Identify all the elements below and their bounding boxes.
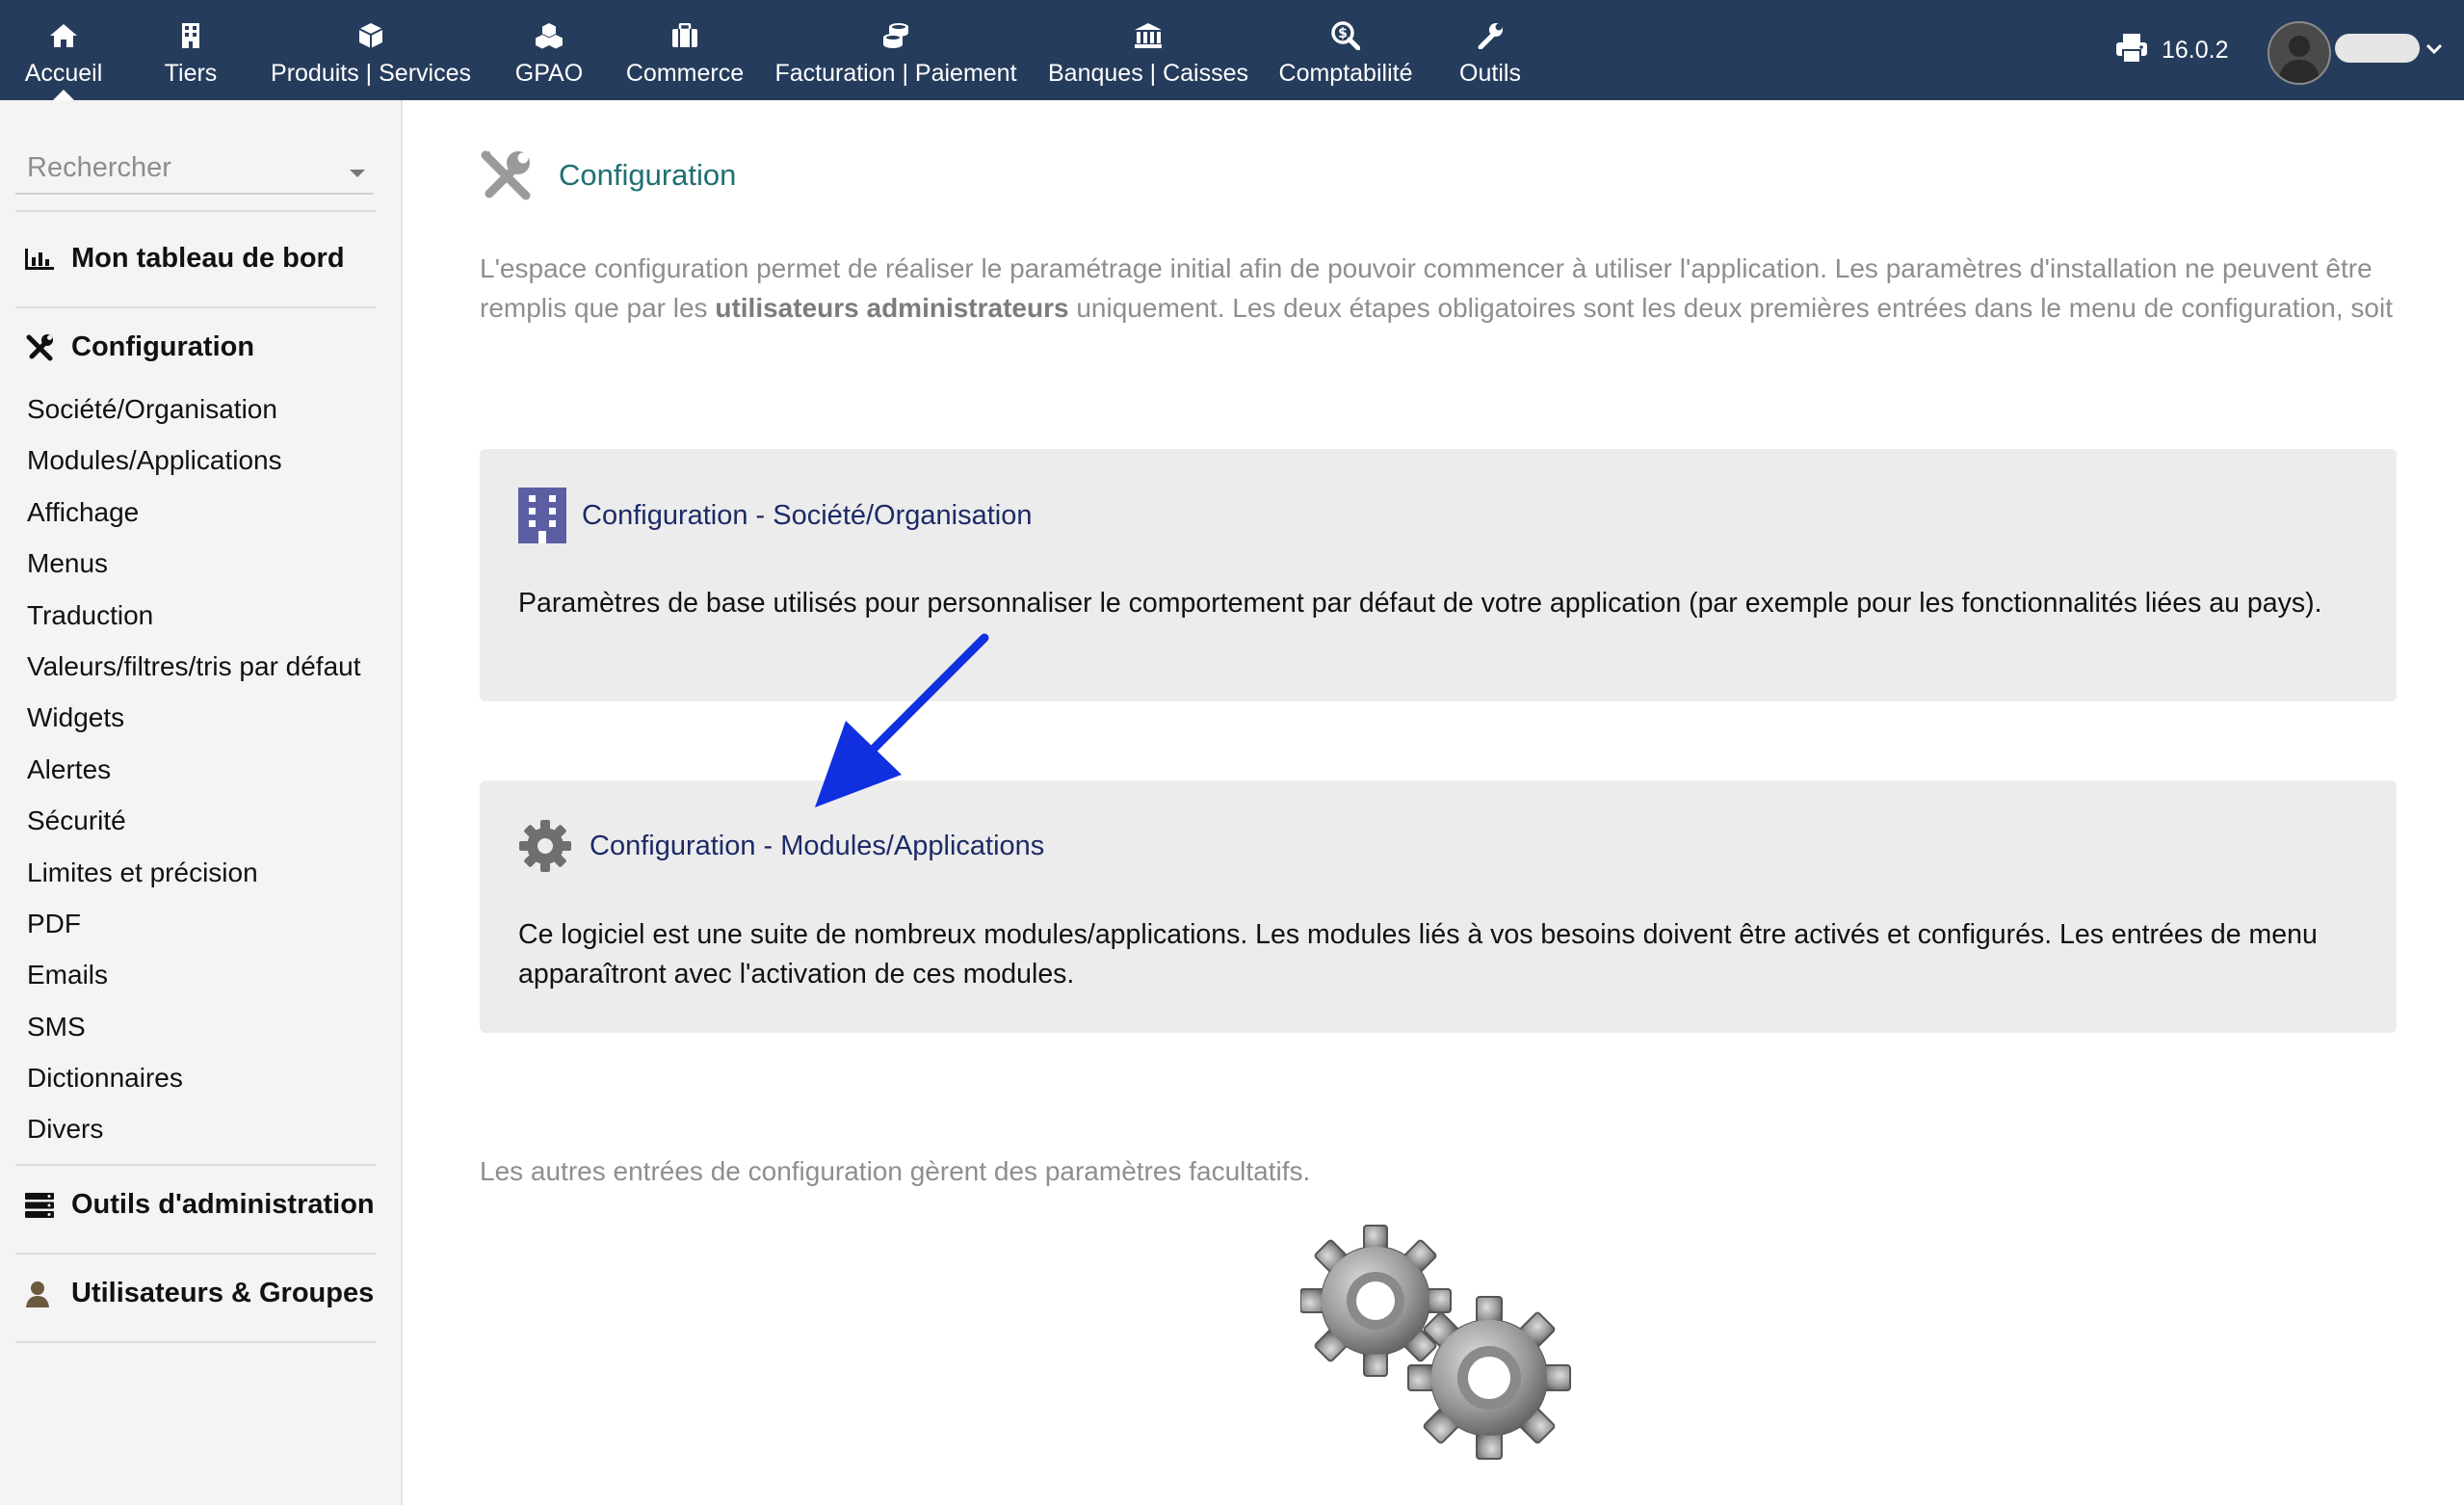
chart-bar-icon <box>25 249 56 270</box>
nav-item-gpao[interactable] <box>511 0 588 100</box>
nav-item-outils[interactable] <box>1453 0 1528 100</box>
card-title: Configuration - Société/Organisation <box>582 499 1033 531</box>
sidebar-divider <box>15 210 376 212</box>
sidebar-divider <box>15 1341 376 1343</box>
sidebar-item-menus[interactable]: Menus <box>27 548 109 579</box>
sidebar-item-users-groups[interactable] <box>25 1278 374 1309</box>
home-icon <box>49 17 78 54</box>
card-title: Configuration - Modules/Applications <box>590 830 1045 861</box>
sidebar-item-dictionnaires[interactable]: Dictionnaires <box>27 1063 183 1094</box>
version-label: 16.0.2 <box>2162 37 2229 64</box>
nav-item-label: Banques | Caisses <box>1048 60 1248 87</box>
tools-icon <box>25 333 56 362</box>
card-link-modules[interactable] <box>518 819 1044 873</box>
nav-item-label: GPAO <box>514 60 584 87</box>
sidebar-item-label: Mon tableau de bord <box>71 243 345 274</box>
sidebar-item-configuration[interactable] <box>25 331 254 363</box>
printer-icon[interactable] <box>2115 33 2148 68</box>
sidebar-item-admin-tools[interactable] <box>25 1189 375 1221</box>
card-link-societe[interactable] <box>518 488 1032 543</box>
nav-item-commerce[interactable] <box>622 0 747 100</box>
gears-icon <box>1300 1224 1580 1469</box>
annotation-arrow-icon <box>799 626 1002 824</box>
briefcase-icon <box>671 17 698 54</box>
coins-icon <box>882 17 909 54</box>
config-menu-list <box>27 383 361 1155</box>
sidebar-item-modules[interactable]: Modules/Applications <box>27 445 282 476</box>
sidebar-item-emails[interactable]: Emails <box>27 960 109 990</box>
sidebar-item-pdf[interactable]: PDF <box>27 908 81 938</box>
intro-text-part: L'espace configuration permet de réaliser le paramétrage initial afin de pouvoir commencer à utiliser l'application. Les paramètres d'installation ne peuvent être remplis que par les <box>480 253 2372 323</box>
sidebar-item-label: Utilisateurs & Groupes <box>71 1278 375 1308</box>
sidebar-divider <box>15 306 376 308</box>
intro-text-bold: utilisateurs administrateurs <box>715 293 1069 323</box>
sidebar-item-sms[interactable]: SMS <box>27 1011 86 1042</box>
footer-note: Les autres entrées de configuration gèrent des paramètres facultatifs. <box>480 1156 1311 1186</box>
config-card-modules <box>480 780 2397 1033</box>
card-description: Paramètres de base utilisés pour personnaliser le comportement par défaut de votre application (par exemple pour les fonctionnalités liées au pays). <box>518 588 2322 619</box>
intro-text <box>480 249 2406 328</box>
search-select[interactable] <box>15 145 374 195</box>
nav-item-label: Produits | Services <box>271 60 471 87</box>
nav-item-banques-caisses[interactable] <box>1042 0 1254 100</box>
sidebar-divider <box>15 1164 376 1166</box>
nav-item-facturation-paiement[interactable] <box>769 0 1023 100</box>
nav-item-label: Commerce <box>625 60 745 87</box>
sidebar-item-limites[interactable]: Limites et précision <box>27 857 258 887</box>
sidebar-item-dashboard[interactable] <box>25 243 345 275</box>
intro-text-part: uniquement. Les deux étapes obligatoires sont les deux premières entrées dans le menu de configuration, soit <box>1068 293 2393 323</box>
card-description: Ce logiciel est une suite de nombreux modules/applications. Les modules liés à vos besoins doivent être activés et configurés. Les entrées de menu apparaîtront avec l'activation de ces modules. <box>518 919 2318 990</box>
server-icon <box>25 1193 56 1218</box>
nav-item-label: Comptabilité <box>1278 60 1413 87</box>
chevron-down-icon[interactable] <box>2425 42 2443 60</box>
sidebar-item-widgets[interactable]: Widgets <box>27 702 125 733</box>
building-icon <box>518 488 566 543</box>
nav-item-label: Accueil <box>24 60 103 87</box>
user-icon <box>25 1281 56 1307</box>
sidebar-item-societe[interactable]: Société/Organisation <box>27 394 277 424</box>
nav-item-label: Tiers <box>164 60 218 87</box>
nav-item-produits-services[interactable] <box>264 0 478 100</box>
page-title: Configuration <box>559 158 737 192</box>
cube-icon <box>357 17 384 54</box>
svg-text:$: $ <box>1338 26 1348 41</box>
nav-item-tiers[interactable] <box>154 0 227 100</box>
caret-down-icon[interactable] <box>349 166 366 183</box>
sidebar-item-divers[interactable]: Divers <box>27 1114 104 1145</box>
bank-icon <box>1134 17 1163 54</box>
nav-item-label: Outils <box>1459 60 1521 87</box>
search-dollar-icon <box>1331 17 1360 54</box>
sidebar-item-alertes[interactable]: Alertes <box>27 753 112 784</box>
sidebar-item-traduction[interactable]: Traduction <box>27 599 154 630</box>
cubes-icon <box>535 17 564 54</box>
gear-icon <box>518 819 572 873</box>
sidebar-item-affichage[interactable]: Affichage <box>27 496 140 527</box>
sidebar-item-label: Configuration <box>71 331 255 362</box>
tools-icon <box>478 149 534 208</box>
sidebar <box>0 100 403 1505</box>
sidebar-divider <box>15 1253 376 1254</box>
sidebar-item-valeurs-defaut[interactable]: Valeurs/filtres/tris par défaut <box>27 650 361 681</box>
nav-item-accueil[interactable] <box>13 0 114 100</box>
building-icon <box>181 17 200 54</box>
search-input[interactable] <box>27 148 335 187</box>
nav-item-comptabilite[interactable] <box>1273 0 1418 100</box>
nav-item-label: Facturation | Paiement <box>774 60 1017 87</box>
top-navigation-bar <box>0 0 2464 100</box>
wrench-icon <box>1477 17 1504 54</box>
avatar[interactable] <box>2267 21 2331 85</box>
user-name-pill[interactable] <box>2335 34 2420 63</box>
sidebar-item-label: Outils d'administration <box>71 1189 375 1220</box>
config-card-societe <box>480 449 2397 701</box>
sidebar-item-securite[interactable]: Sécurité <box>27 805 126 836</box>
